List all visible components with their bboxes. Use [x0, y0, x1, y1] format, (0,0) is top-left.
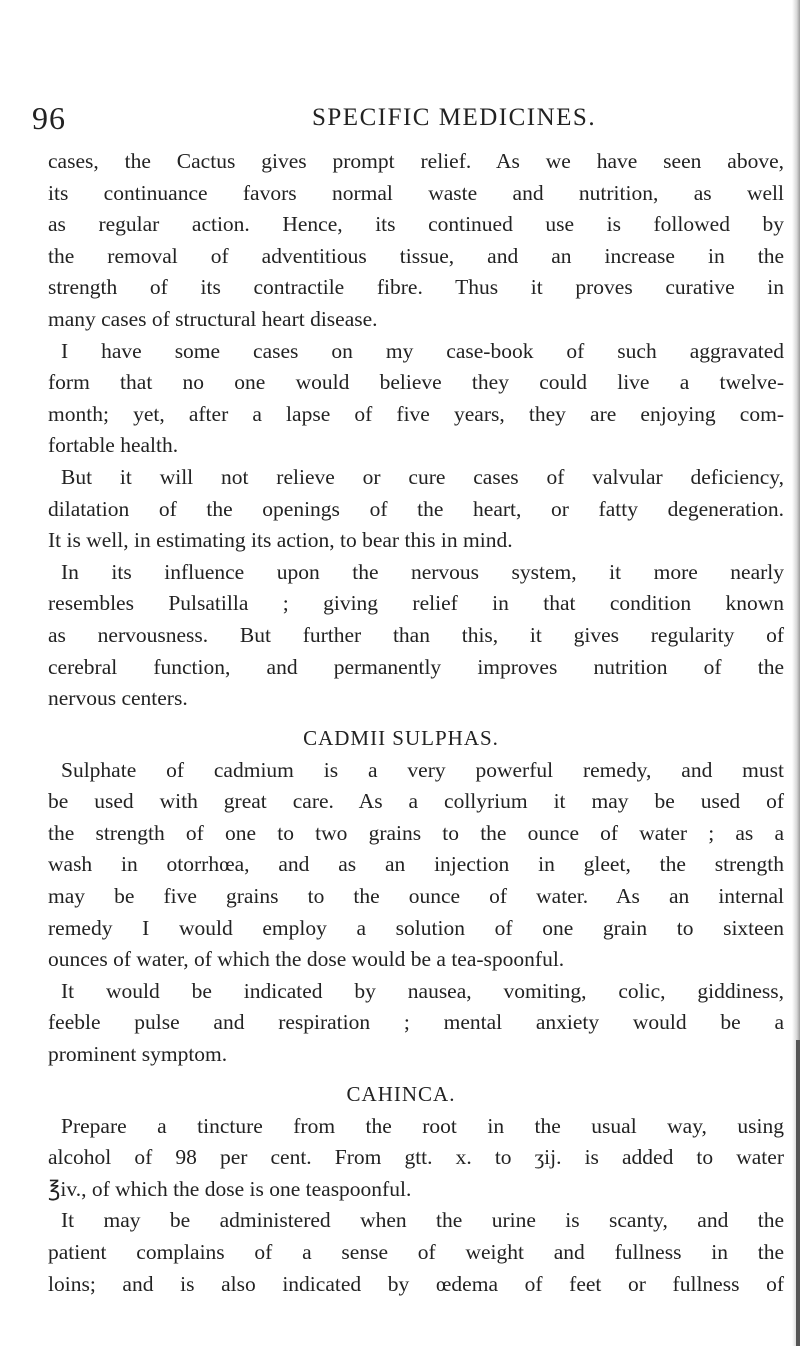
text-line: wash in otorrhœa, and as an injection in gleet, the strength: [48, 852, 784, 877]
paragraph-cahinca-prep: [48, 1111, 784, 1206]
text-line: be used with great care. As a collyrium it may be used of: [48, 789, 784, 814]
section-heading-cahinca: CAHINCA.: [346, 1081, 456, 1106]
text-line: resembles Pulsatilla ; giving relief in that condition known: [48, 591, 784, 616]
running-head: SPECIFIC MEDICINES.: [312, 104, 597, 131]
text-line: may be five grains to the ounce of water. As an internal: [48, 884, 784, 909]
paragraph-cactus-end: [48, 146, 784, 336]
text-line: nervous centers.: [48, 686, 188, 711]
text-line: as nervousness. But further than this, it gives regularity of: [48, 622, 784, 647]
text-line: cases, the Cactus gives prompt relief. As we have seen above,: [48, 149, 784, 173]
text-line: month; yet, after a lapse of five years, they are enjoying com-: [48, 401, 784, 426]
text-line: the strength of one to two grains to the ounce of water ; as a: [48, 820, 784, 845]
text-line: feeble pulse and respiration ; mental anxiety would be a: [48, 1010, 784, 1035]
text-line: patient complains of a sense of weight and fullness in the: [48, 1240, 784, 1264]
text-line: alcohol of 98 per cent. From gtt. x. to ʒij. is added to water: [48, 1145, 784, 1170]
paragraph-cadmium: [48, 755, 784, 976]
text-line: But it will not relieve or cure cases of valvular deficiency,: [61, 464, 784, 489]
text-line: the removal of adventitious tissue, and an increase in the: [48, 243, 784, 268]
paragraph-nervous: [48, 557, 784, 715]
text-line: prominent symptom.: [48, 1042, 228, 1067]
text-line: remedy I would employ a solution of one grain to sixteen: [48, 915, 784, 940]
text-line: many cases of structural heart disease.: [48, 306, 378, 331]
paragraph-cadmium-indications: [48, 976, 784, 1071]
page-edge-binding: [796, 1040, 800, 1346]
text-line: form that no one would believe they could live a twelve-: [48, 370, 784, 395]
text-line: ℥iv., of which the dose is one teaspoonful.: [48, 1176, 412, 1201]
page-header: [32, 100, 772, 140]
text-line: It may be administered when the urine is scanty, and the: [61, 1208, 784, 1233]
text-line: as regular action. Hence, its continued use is followed by: [48, 212, 784, 237]
text-line: In its influence upon the nervous system, it more nearly: [61, 559, 784, 584]
text-line: loins; and is also indicated by œdema of feet or fullness of: [48, 1271, 784, 1296]
text-line: its continuance favors normal waste and nutrition, as well: [48, 180, 784, 205]
text-line: It would be indicated by nausea, vomiting, colic, giddiness,: [61, 978, 784, 1003]
section-heading-cadmium: CADMII SULPHAS.: [303, 725, 499, 750]
text-line: Prepare a tincture from the root in the usual way, using: [61, 1113, 784, 1138]
text-line: I have some cases on my case-book of such aggravated: [61, 338, 784, 363]
body-text: [48, 146, 784, 1300]
paragraph-cahinca-use: [48, 1205, 784, 1300]
paragraph-valvular: [48, 462, 784, 557]
page-number: 96: [32, 100, 66, 136]
text-line: Sulphate of cadmium is a very powerful remedy, and must: [61, 757, 784, 782]
paragraph-casebook: [48, 336, 784, 462]
text-line: dilatation of the openings of the heart, or fatty degeneration.: [48, 496, 784, 521]
text-line: cerebral function, and permanently improves nutrition of the: [48, 654, 784, 679]
text-line: ounces of water, of which the dose would be a tea-spoonful.: [48, 947, 565, 972]
text-line: fortable health.: [48, 433, 179, 458]
text-line: It is well, in estimating its action, to bear this in mind.: [48, 528, 513, 553]
text-line: strength of its contractile fibre. Thus it proves curative in: [48, 275, 784, 300]
